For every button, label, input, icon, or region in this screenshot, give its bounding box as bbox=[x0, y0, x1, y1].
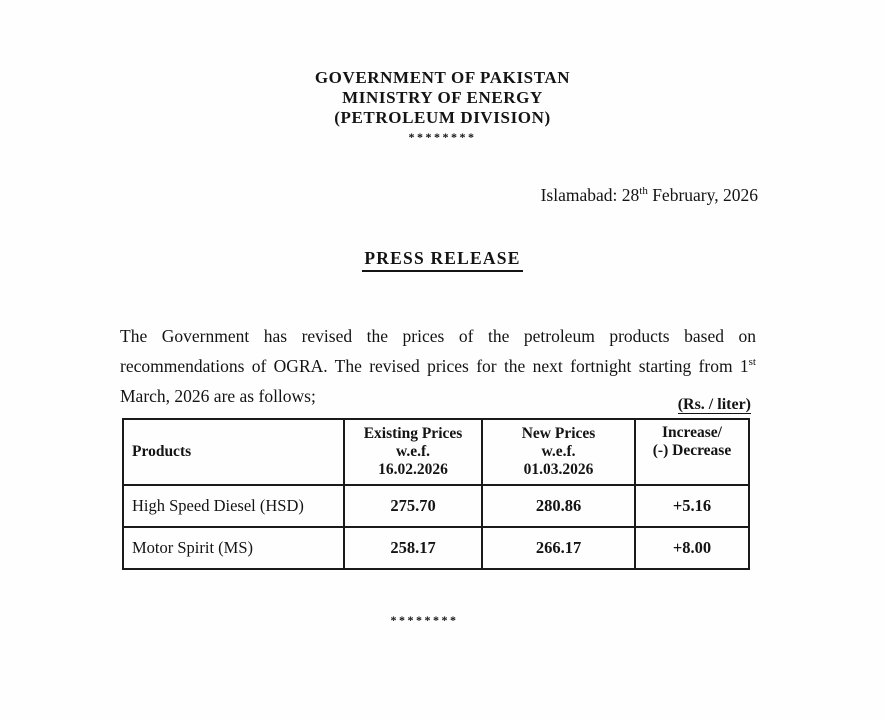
letterhead bbox=[0, 68, 885, 144]
body-text-after: March, 2026 are as follows; bbox=[120, 385, 316, 406]
unit-label-text: (Rs. / liter) bbox=[677, 396, 751, 413]
header-row bbox=[123, 419, 749, 485]
new-prices-wef: w.e.f. bbox=[541, 443, 576, 460]
dateline-ordinal: th bbox=[639, 185, 648, 198]
body-ordinal: st bbox=[748, 355, 756, 368]
new-prices-label: New Prices bbox=[521, 425, 596, 442]
new-prices-date: 01.03.2026 bbox=[523, 461, 594, 478]
dateline-city-day: Islamabad: 28 bbox=[540, 185, 640, 205]
dateline-month-year: February, 2026 bbox=[647, 185, 758, 205]
price-table-header bbox=[123, 419, 749, 485]
table-row-ms bbox=[123, 527, 749, 569]
body-text-before: The Government has revised the prices of the petroleum products based on recommendations of OGRA. The revised prices for the next fortnight starting from 1 bbox=[120, 325, 756, 376]
change-increase-label: Increase/ bbox=[662, 424, 722, 441]
new-price-value: 280.86 bbox=[482, 485, 635, 527]
existing-price-value: 258.17 bbox=[344, 527, 482, 569]
existing-prices-label: Existing Prices bbox=[363, 425, 463, 442]
new-price-value: 266.17 bbox=[482, 527, 635, 569]
col-header-existing-prices bbox=[344, 419, 482, 485]
change-value: +8.00 bbox=[635, 527, 749, 569]
existing-prices-date: 16.02.2026 bbox=[378, 461, 448, 478]
existing-prices-wef: w.e.f. bbox=[395, 443, 430, 460]
price-table-body bbox=[123, 485, 749, 569]
col-header-new-prices bbox=[482, 419, 635, 485]
change-decrease-label: (-) Decrease bbox=[652, 442, 732, 459]
dateline bbox=[541, 185, 758, 206]
footer-star-separator: ******** bbox=[390, 613, 459, 627]
letterhead-government-line: GOVERNMENT OF PAKISTAN bbox=[314, 68, 571, 87]
price-table bbox=[122, 418, 750, 570]
col-header-change bbox=[635, 419, 749, 485]
letterhead-ministry-line: MINISTRY OF ENERGY bbox=[342, 88, 543, 107]
unit-label bbox=[678, 396, 751, 414]
table-row-hsd bbox=[123, 485, 749, 527]
body-paragraph bbox=[120, 321, 756, 411]
product-name: Motor Spirit (MS) bbox=[123, 527, 344, 569]
col-header-products: Products bbox=[123, 419, 344, 485]
existing-price-value: 275.70 bbox=[344, 485, 482, 527]
product-name: High Speed Diesel (HSD) bbox=[123, 485, 344, 527]
letterhead-star-separator: ******** bbox=[408, 130, 477, 144]
title-row bbox=[0, 248, 885, 272]
change-value: +5.16 bbox=[635, 485, 749, 527]
press-release-title: PRESS RELEASE bbox=[362, 248, 522, 272]
letterhead-division-line: (PETROLEUM DIVISION) bbox=[334, 108, 551, 127]
